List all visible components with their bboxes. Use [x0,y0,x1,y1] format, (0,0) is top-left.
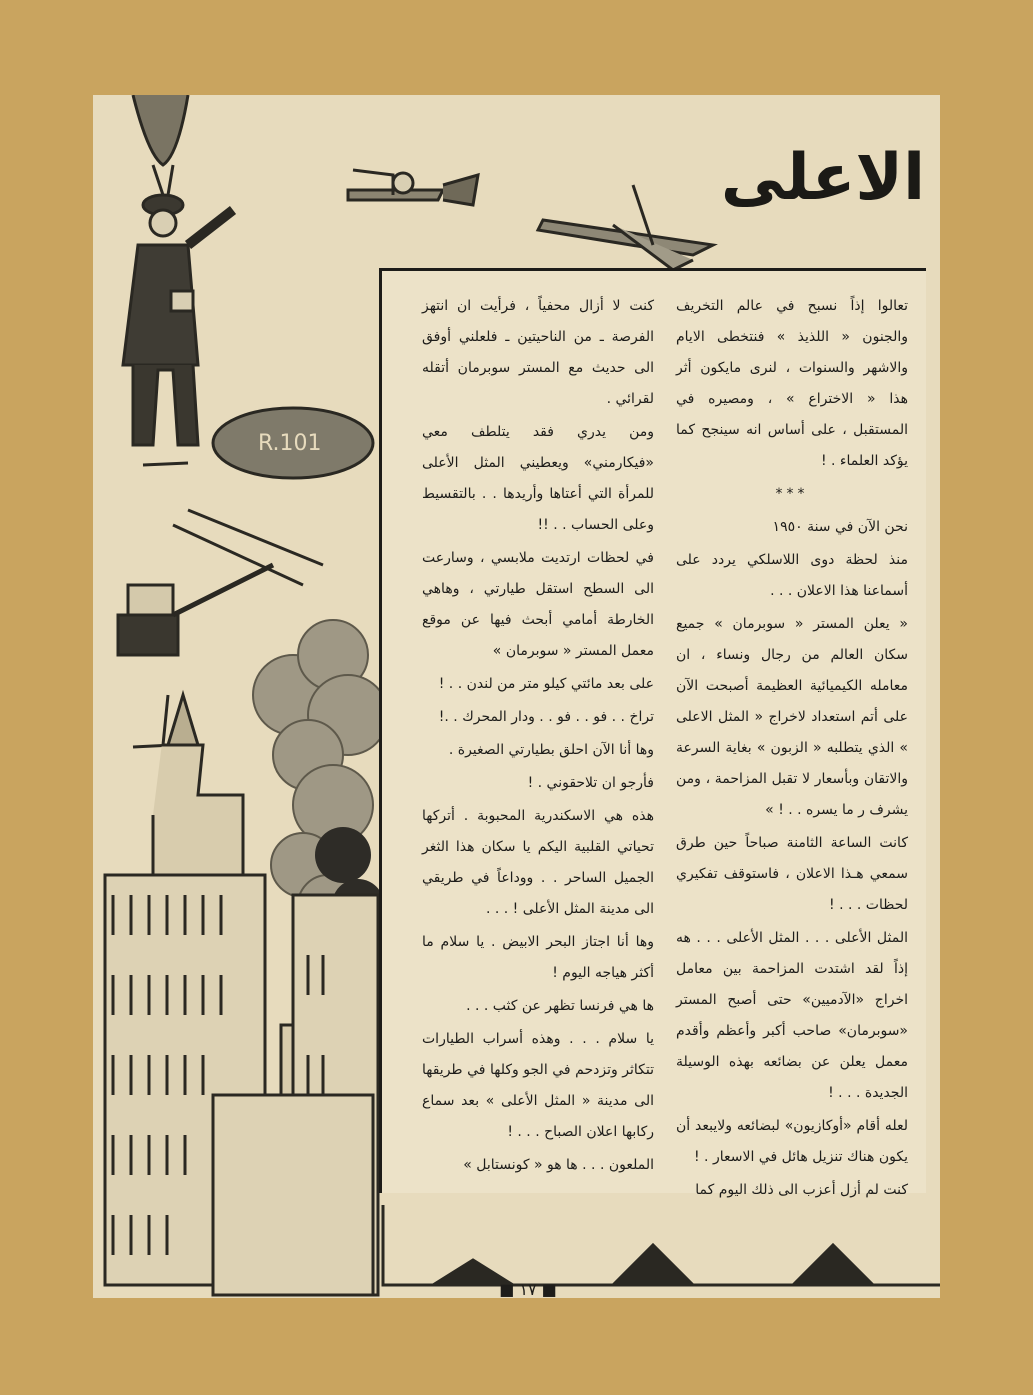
factory-buildings [105,875,378,1295]
paragraph: يا سلام . . . وهذه أسراب الطيارات تتكاثر وتزدحم في الجو وكلها في طريقها الى مدينة « المثل الأعلى » بعد سماع ركابها اعلان الصباح . . . ! [422,1031,654,1140]
paragraph: « يعلن المستر « سوبرمان » جميع سكان العالم من رجال ونساء ، ان معامله الكيميائية العظيمة أصبحت الآن على أتم استعداد لاخراج « المثل الاعلى » الذي يتطلبه « الزبون » بغاية السرعة والاتقان وبأسعار لا تقبل المزاحمة ، ومن يشرف ر ما يسره . . ! » [676,616,908,818]
paragraph: وها أنا الآن احلق بطيارتي الصغيرة . [448,742,654,758]
svg-text:R.101: R.101 [258,431,322,456]
article-column-left [422,291,654,1183]
paragraph: كانت الساعة الثامنة صباحاً حين طرق سمعي هـذا الاعلان ، فاستوقف تفكيري لحظات . . . ! [676,835,908,913]
paragraph: الملعون . . . ها هو « كونستابل » [463,1157,654,1173]
paragraph: على بعد مائتي كيلو متر من لندن . . ! [438,676,654,692]
monkey-plane [348,170,478,205]
article-frame [379,268,926,1198]
paragraph: هذه هي الاسكندرية المحبوبة . أتركها تحياتي القلبية اليكم يا سكان هذا الثغر الجميل الساحر . . ووداعاً في طريقي الى مدينة المثل الأعلى ! . . . [422,808,654,917]
paragraph: تعالوا إذاً نسبح في عالم التخريف والجنون « اللذيذ » فنتخطى الايام والاشهر والسنوات ، لنرى مايكون أثر هذا « الاختراع » ، ومصيره في المستقبل ، على أساس انه سينجح كما يؤكد العلماء . ! [676,298,908,469]
paragraph: تراخ . . فو . . فو . . ودار المحرك . .! [438,709,654,725]
paragraph: فأرجو ان تلاحقوني . ! [527,775,654,791]
policeman-figure [123,195,233,445]
page-title: الاعلى [720,141,925,215]
paragraph: في لحظات ارتديت ملابسي ، وسارعت الى السطح استقل طيارتي ، وهاهي الخارطة أمامي أبحث فيها عن موقع معمل المستر « سوبرمان » [422,550,654,659]
article-column-right [676,291,908,1208]
paragraph: كنت لا أزال محفياً ، فرأيت ان انتهز الفرصة ـ من الناحيتين ـ فلعلني أوفق الى حديث مع المستر سوبرمان أتقله لقرائي . [422,298,654,407]
monoplane-top [538,185,713,270]
paragraph: منذ لحظة دوى اللاسلكي يردد على أسماعنا هذا الاعلان . . . [676,552,908,599]
paragraph: المثل الأعلى . . . المثل الأعلى . . . هه إذاً لقد اشتدت المزاحمة بين معامل اخراج «الآدميين» حتى أصبح المستر «سوبرمان» صاحب أكبر وأعظم وأقدم معمل يعلن عن بضائعه بهذه الوسيلة الجديدة . . . ! [676,930,908,1101]
paragraph: لعله أقام «أوكازيون» لبضائعه ولايبعد أن يكون هناك تنزيل هائل في الاسعار . ! [676,1118,908,1165]
paragraph: ومن يدري فقد يتلطف معي «فيكارمني» ويعطيني المثل الأعلى للمرأة التي أعتاها وأريدها . . بالتقسيط وعلى الحساب . . !! [422,424,654,533]
section-separator: *** [775,486,809,502]
paragraph: نحن الآن في سنة ١٩٥٠ [772,519,908,535]
paragraph: ها هي فرنسا تظهر عن كثب . . . [466,998,654,1014]
page-number: ■ ١٧ ■ [499,1280,557,1299]
magazine-page [93,95,940,1298]
paragraph: وها أنا اجتاز البحر الابيض . يا سلام ما أكثر هياجه اليوم ! [422,934,654,981]
biplane-middle [118,510,323,655]
zeppelin [213,408,373,478]
paragraph: كنت لم أزل أعزب الى ذلك اليوم كما [695,1182,908,1198]
balloon-basket [133,95,188,165]
